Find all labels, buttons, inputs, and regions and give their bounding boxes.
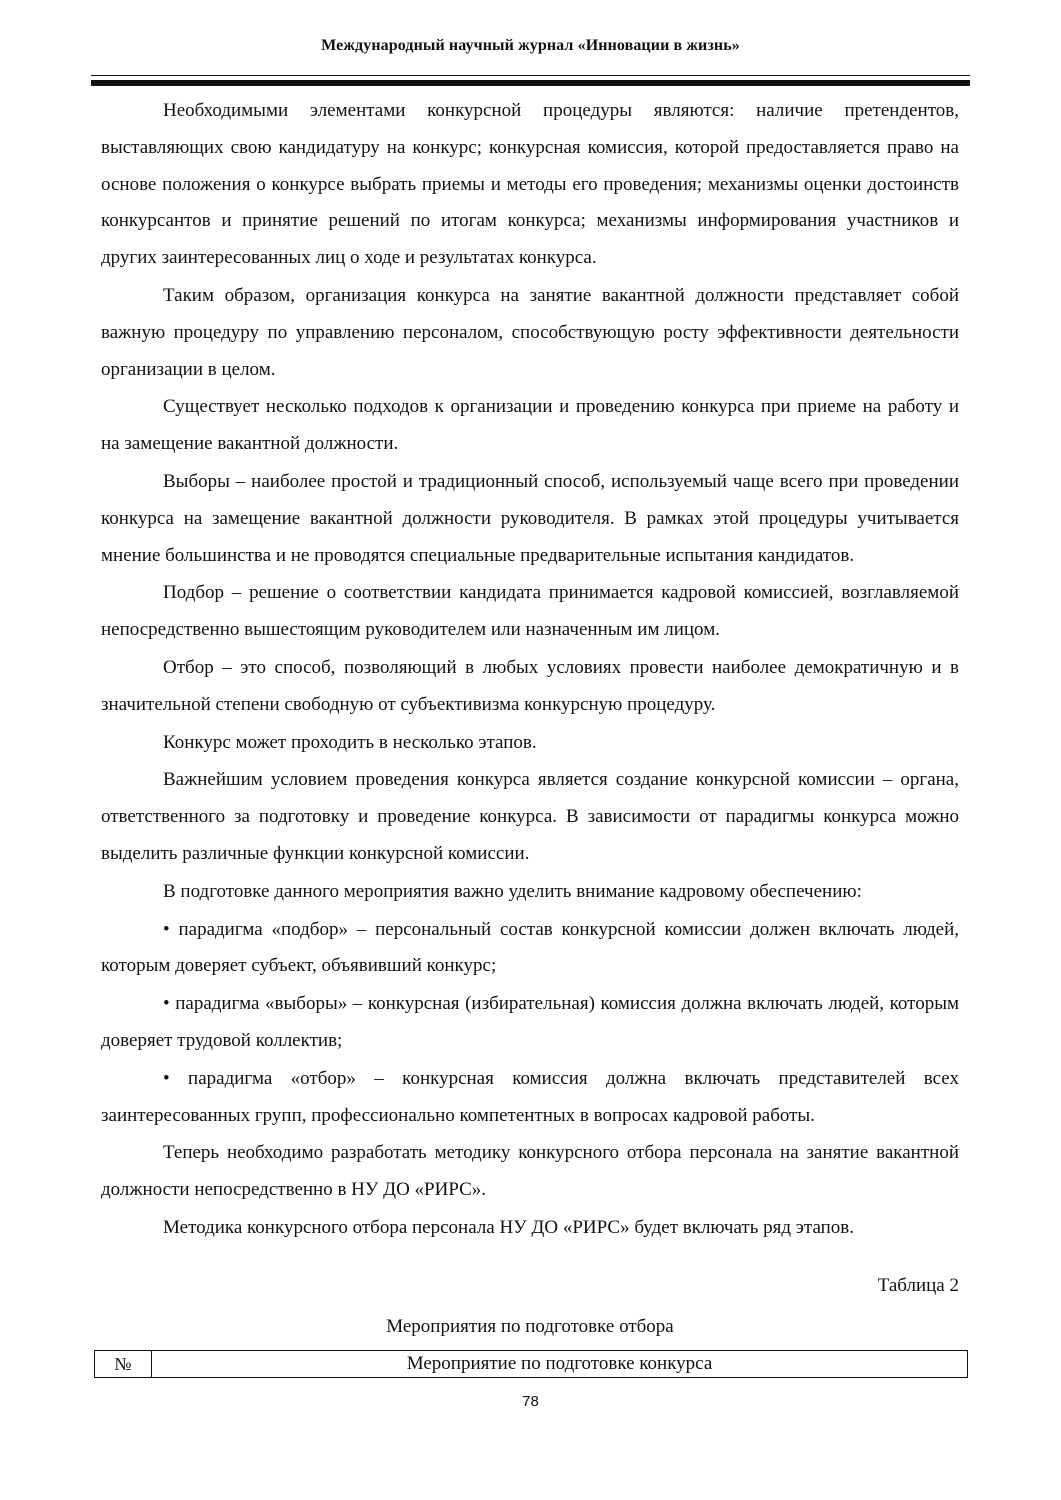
header-rule-thick <box>91 80 970 86</box>
table-number-label: Таблица 2 <box>877 1275 959 1296</box>
paragraph: В подготовке данного мероприятия важно уделить внимание кадровому обеспечению: <box>163 880 862 902</box>
paragraph: Важнейшим условием проведения конкурса является создание конкурсной комиссии – органа, ответственного за подготовку и проведение конкурса. В зависимости от парадигмы конкурса можно выделить различные функции конкурсной комиссии. <box>101 769 959 864</box>
paragraph: Конкурс может проходить в несколько этапов. <box>163 731 537 753</box>
paragraph: Необходимыми элементами конкурсной процедуры являются: наличие претендентов, выставляющих свою кандидатуру на конкурс; конкурсная комиссия, которой предоставляется право на основе положения о конкурсе выбрать приемы и методы его проведения; механизмы оценки достоинств конкурсантов и принятие решений по итогам конкурса; механизмы информирования участников и других заинтересованных лиц о ходе и результатах конкурса. <box>101 100 959 269</box>
bullet-paragraph: • парадигма «отбор» – конкурсная комиссия должна включать представителей всех заинтересованных групп, профессионально компетентных в вопросах кадровой работы. <box>101 1067 959 1126</box>
table-header-cell-number: № <box>95 1351 152 1377</box>
paragraph: Отбор – это способ, позволяющий в любых условиях провести наиболее демократичную и в значительной степени свободную от субъективизма конкурсную процедуру. <box>101 656 959 715</box>
paragraph: Методика конкурсного отбора персонала НУ ДО «РИРС» будет включать ряд этапов. <box>163 1216 855 1238</box>
paragraph: Подбор – решение о соответствии кандидата принимается кадровой комиссией, возглавляемой непосредственно вышестоящим руководителем или назначенным им лицом. <box>101 582 959 641</box>
article-body <box>101 93 959 1247</box>
paragraph: Существует несколько подходов к организации и проведению конкурса при приеме на работу и на замещение вакантной должности. <box>101 396 959 455</box>
bullet-paragraph: • парадигма «подбор» – персональный состав конкурсной комиссии должен включать людей, которым доверяет субъект, объявивший конкурс; <box>101 918 959 977</box>
table-header-row <box>94 1350 968 1378</box>
table-header-cell-activity: Мероприятие по подготовке конкурса <box>406 1353 713 1374</box>
journal-header: Международный научный журнал «Инновации в жизнь» <box>321 37 740 54</box>
paragraph: Таким образом, организация конкурса на занятие вакантной должности представляет собой важную процедуру по управлению персоналом, способствующую росту эффективности деятельности организации в целом. <box>101 284 959 380</box>
paragraph: Теперь необходимо разработать методику конкурсного отбора персонала на занятие вакантной должности непосредственно в НУ ДО «РИРС». <box>101 1142 959 1201</box>
header-rule-thin <box>91 75 970 76</box>
bullet-paragraph: • парадигма «выборы» – конкурсная (избирательная) комиссия должна включать людей, которым доверяет трудовой коллектив; <box>101 993 959 1051</box>
page-number: 78 <box>522 1393 539 1410</box>
table-title: Мероприятия по подготовке отбора <box>386 1316 674 1337</box>
paragraph: Выборы – наиболее простой и традиционный способ, используемый чаще всего при проведении конкурса на замещение вакантной должности руководителя. В рамках этой процедуры учитывается мнение большинства и не проводятся специальные предварительные испытания кандидатов. <box>101 470 959 566</box>
